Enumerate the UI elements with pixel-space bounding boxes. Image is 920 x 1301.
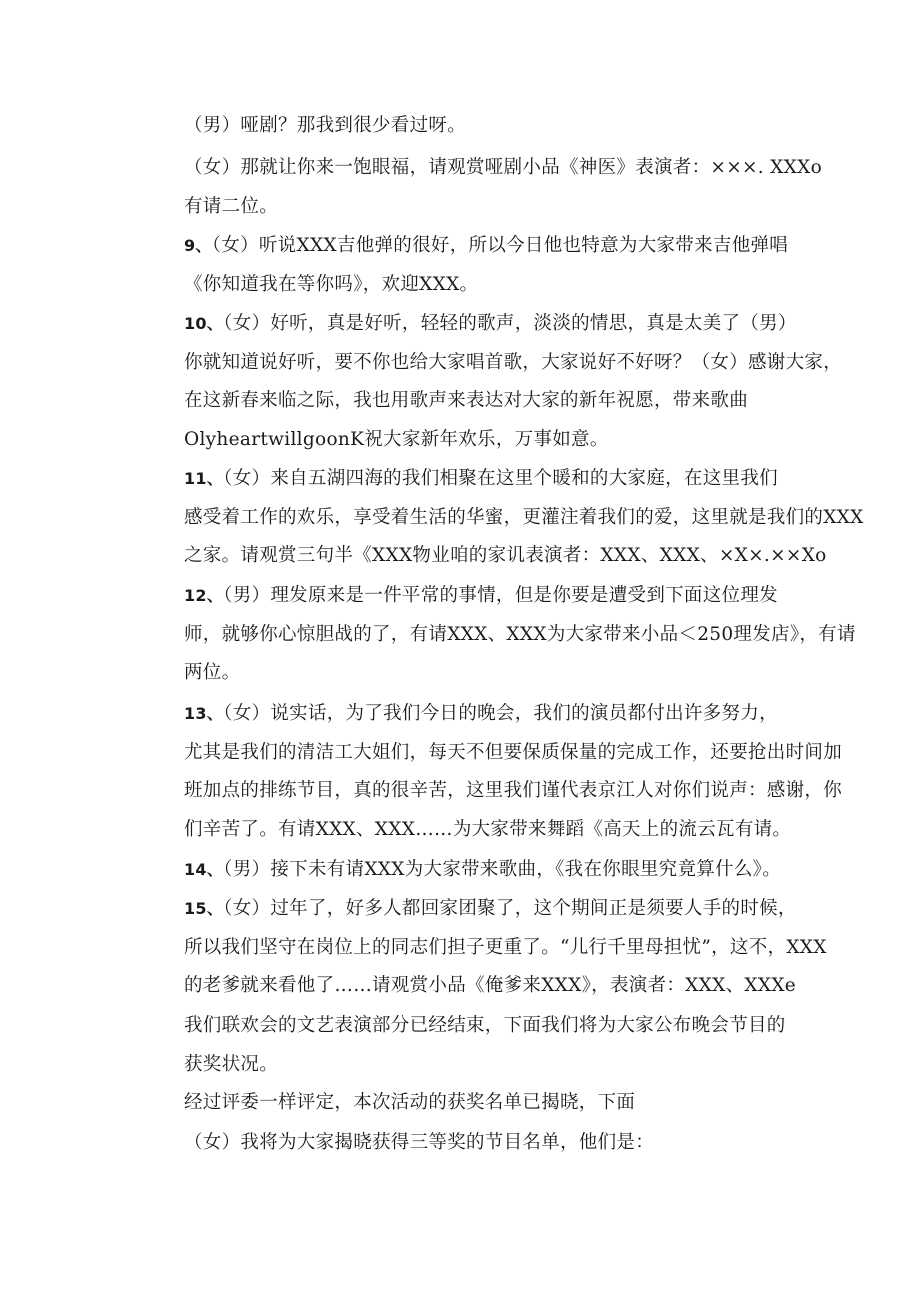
paragraph-male-mime — [138, 107, 786, 146]
text-line: 们辛苦了。有请XXX、XXX……为大家带来舞蹈《高天上的流云瓦有请。 — [184, 818, 792, 840]
text-line: （女）我将为大家揭晓获得三等奖的节目名单，他们是： — [184, 1132, 655, 1153]
paragraph-performance-end — [138, 1007, 786, 1084]
paragraph-item-9 — [138, 227, 789, 304]
text-line: 你就知道说好听，要不你也给大家唱首歌，大家说好不好呀？（女）感谢大家， — [184, 351, 843, 373]
paragraph-judges — [138, 1084, 786, 1123]
text-line: 尤其是我们的清洁工大姐们，每天不但要保质保量的完成工作，还要抢出时间加 — [184, 741, 843, 763]
text-line: （女）那就让你来一饱眼福，请观赏哑剧小品《神医》表演者：×××. XXXo — [184, 157, 823, 178]
text-line — [138, 695, 786, 734]
item-number: 14、 — [184, 860, 224, 879]
text-line: 两位。 — [184, 662, 241, 683]
item-number: 13、 — [184, 704, 224, 723]
text-line — [138, 305, 797, 344]
item-number: 10、 — [184, 314, 224, 333]
paragraph-female-mime-intro — [138, 149, 823, 226]
paragraph-third-prize — [138, 1124, 786, 1163]
text-segment: （男）接下未有请XXX为大家带来歌曲，《我在你眼里究竟算什么》。 — [223, 859, 782, 880]
paragraph-item-15 — [138, 890, 827, 1006]
item-number: 12、 — [184, 586, 224, 605]
text-segment: （女）听说XXX吉他弹的很好，所以今日他也特意为大家带来吉他弹唱 — [211, 235, 789, 256]
text-line — [138, 460, 786, 499]
text-line — [138, 227, 789, 266]
text-segment: （女）过年了，好多人都回家团聚了，这个期间正是须要人手的时候， — [223, 898, 797, 919]
text-segment: （女）说实话，为了我们今日的晚会，我们的演员都付出许多努力， — [223, 703, 778, 724]
text-line: 我们联欢会的文艺表演部分已经结束，下面我们将为大家公布晚会节目的 — [184, 1015, 786, 1036]
text-line: 感受着工作的欢乐，享受着生活的华蜜，更灌注着我们的爱，这里就是我们的XXX — [184, 506, 864, 528]
paragraph-item-14 — [138, 851, 786, 890]
text-line: 师，就够你心惊胆战的了，有请XXX、XXX为大家带来小品＜250理发店》，有请 — [184, 623, 856, 645]
item-number: 11、 — [184, 469, 224, 488]
text-line: 所以我们坚守在岗位上的同志们担子更重了。“儿行千里母担忧”，这不，XXX — [184, 936, 827, 958]
item-number: 9、 — [184, 236, 212, 255]
text-segment: （男）理发原来是一件平常的事情，但是你要是遭受到下面这位理发 — [223, 585, 778, 606]
text-line: 的老爹就来看他了……请观赏小品《俺爹来XXX》，表演者：XXX、XXXe — [184, 975, 797, 996]
item-number: 15、 — [184, 899, 224, 918]
text-line — [138, 577, 786, 616]
text-line: 有请二位。 — [184, 195, 279, 217]
text-line: OlyheartwillgoonK祝大家新年欢乐，万事如意。 — [184, 428, 609, 450]
text-line: 《你知道我在等你吗》，欢迎XXX。 — [184, 273, 479, 295]
paragraph-item-12 — [138, 577, 856, 693]
text-line: 经过评委一样评定，本次活动的获奖名单已揭晓，下面 — [184, 1092, 636, 1113]
text-line: 之家。请观赏三句半《XXX物业咱的家讥表演者：XXX、XXX、×X×.××Xo — [184, 545, 827, 566]
text-segment: （女）来自五湖四海的我们相聚在这里个暖和的大家庭，在这里我们 — [223, 468, 778, 489]
text-line — [138, 890, 797, 929]
paragraph-item-10 — [138, 305, 843, 459]
text-line: （男）哑剧？那我到很少看过呀。 — [184, 115, 467, 136]
text-segment: （女）好听，真是好听，轻轻的歌声，淡淡的情思，真是太美了（男） — [223, 313, 797, 334]
paragraph-item-11 — [138, 460, 864, 576]
text-line: 在这新春来临之际，我也用歌声来表达对大家的新年祝愿，带来歌曲 — [184, 390, 749, 411]
paragraph-item-13 — [138, 695, 843, 849]
text-line: 班加点的排练节目，真的很辛苦，这里我们谨代表京江人对你们说声：感谢，你 — [184, 780, 843, 801]
text-line — [138, 851, 786, 890]
text-line: 获奖状况。 — [184, 1053, 279, 1075]
